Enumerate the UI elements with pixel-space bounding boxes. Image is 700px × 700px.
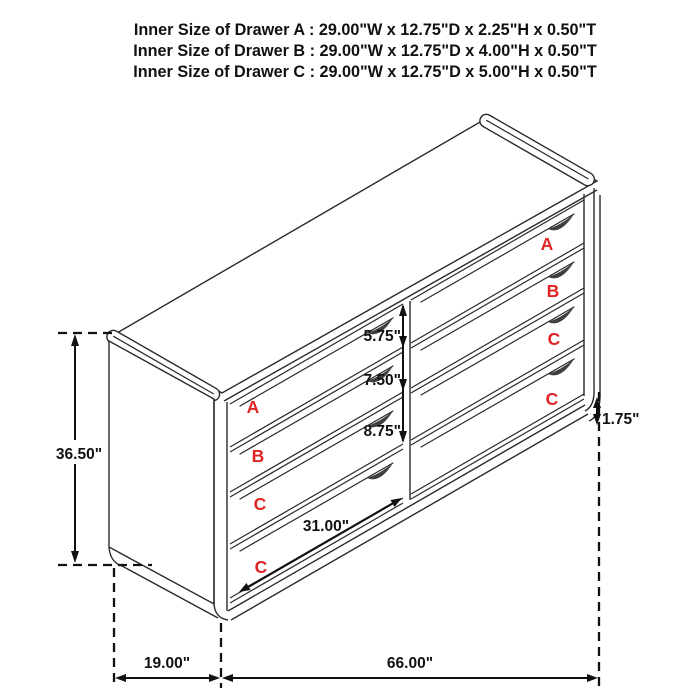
arrowhead-right [209, 674, 220, 682]
dimension-overall-height-label: 36.50" [55, 446, 103, 463]
drawer-letter-right-a: A [540, 234, 554, 254]
dimension-drawer-b-label: 7.50" [363, 372, 401, 389]
arrowhead-down [71, 551, 79, 563]
drawer-letter-left-b: B [251, 446, 265, 466]
spec-line-drawer-c: Inner Size of Drawer C : 29.00"W x 12.75"D x 5.00"H x 0.50"T [133, 63, 597, 81]
spec-header [133, 21, 597, 81]
drawer-letter-left-a: A [246, 397, 260, 417]
drawer-letter-right-c1: C [547, 329, 561, 349]
arrowhead-left [222, 674, 233, 682]
drawer-letter-left-c1: C [253, 494, 267, 514]
dimension-drawer-c-label: 8.75" [363, 423, 401, 440]
dimension-overall-width-label: 66.00" [386, 655, 434, 672]
drawer-letter-right-c2: C [545, 389, 559, 409]
dimension-base-height-label: 1.75" [602, 411, 640, 428]
arrowhead-left [115, 674, 126, 682]
dimension-drawer-front-width-label: 31.00" [302, 518, 350, 535]
spec-line-drawer-a: Inner Size of Drawer A : 29.00"W x 12.75"D x 2.25"H x 0.50"T [133, 21, 597, 39]
dimension-drawer-a-label: 5.75" [363, 328, 401, 345]
drawer-letter-right-b: B [546, 281, 560, 301]
spec-line-drawer-b: Inner Size of Drawer B : 29.00"W x 12.75"D x 4.00"H x 0.50"T [133, 42, 597, 60]
dimension-depth-label: 19.00" [143, 655, 191, 672]
arrowhead-up [71, 334, 79, 346]
arrowhead-right [587, 674, 598, 682]
drawer-letter-left-c2: C [254, 557, 268, 577]
